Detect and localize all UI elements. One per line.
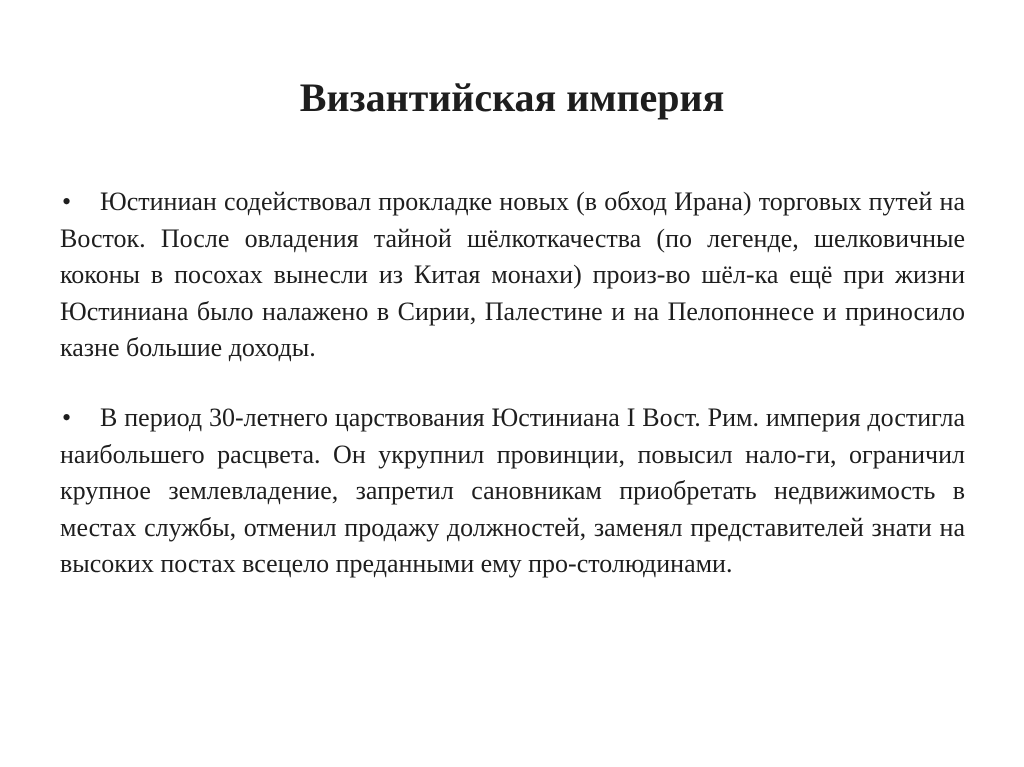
slide-title: Византийская империя: [299, 75, 725, 120]
bullet-item: [60, 400, 965, 583]
bullet-marker: •: [62, 187, 72, 216]
bullet-item: [60, 184, 965, 367]
bullet-marker: •: [62, 403, 72, 432]
bullet-text: Юстиниан содействовал прокладке новых (в обход Ирана) торговых путей на Восток. После овладения тайной шёлкоткачества (по легенде, шелковичные коконы в посохах вынесли из Китая монахи) произ-во шёл-ка ещё при жизни Юстиниана было налажено в Сирии, Палестине и на Пелопоннесе и приносило казне большие доходы.: [60, 187, 965, 362]
bullet-text: В период 30-летнего царствования Юстиниана I Вост. Рим. империя достигла наибольшего расцвета. Он укрупнил провинции, повысил нало-ги, ограничил крупное землевладение, запретил сановникам приобретать недвижимость в местах службы, отменил продажу должностей, заменял представителей знати на высоких постах всецело преданными ему про-столюдинами.: [60, 403, 965, 578]
